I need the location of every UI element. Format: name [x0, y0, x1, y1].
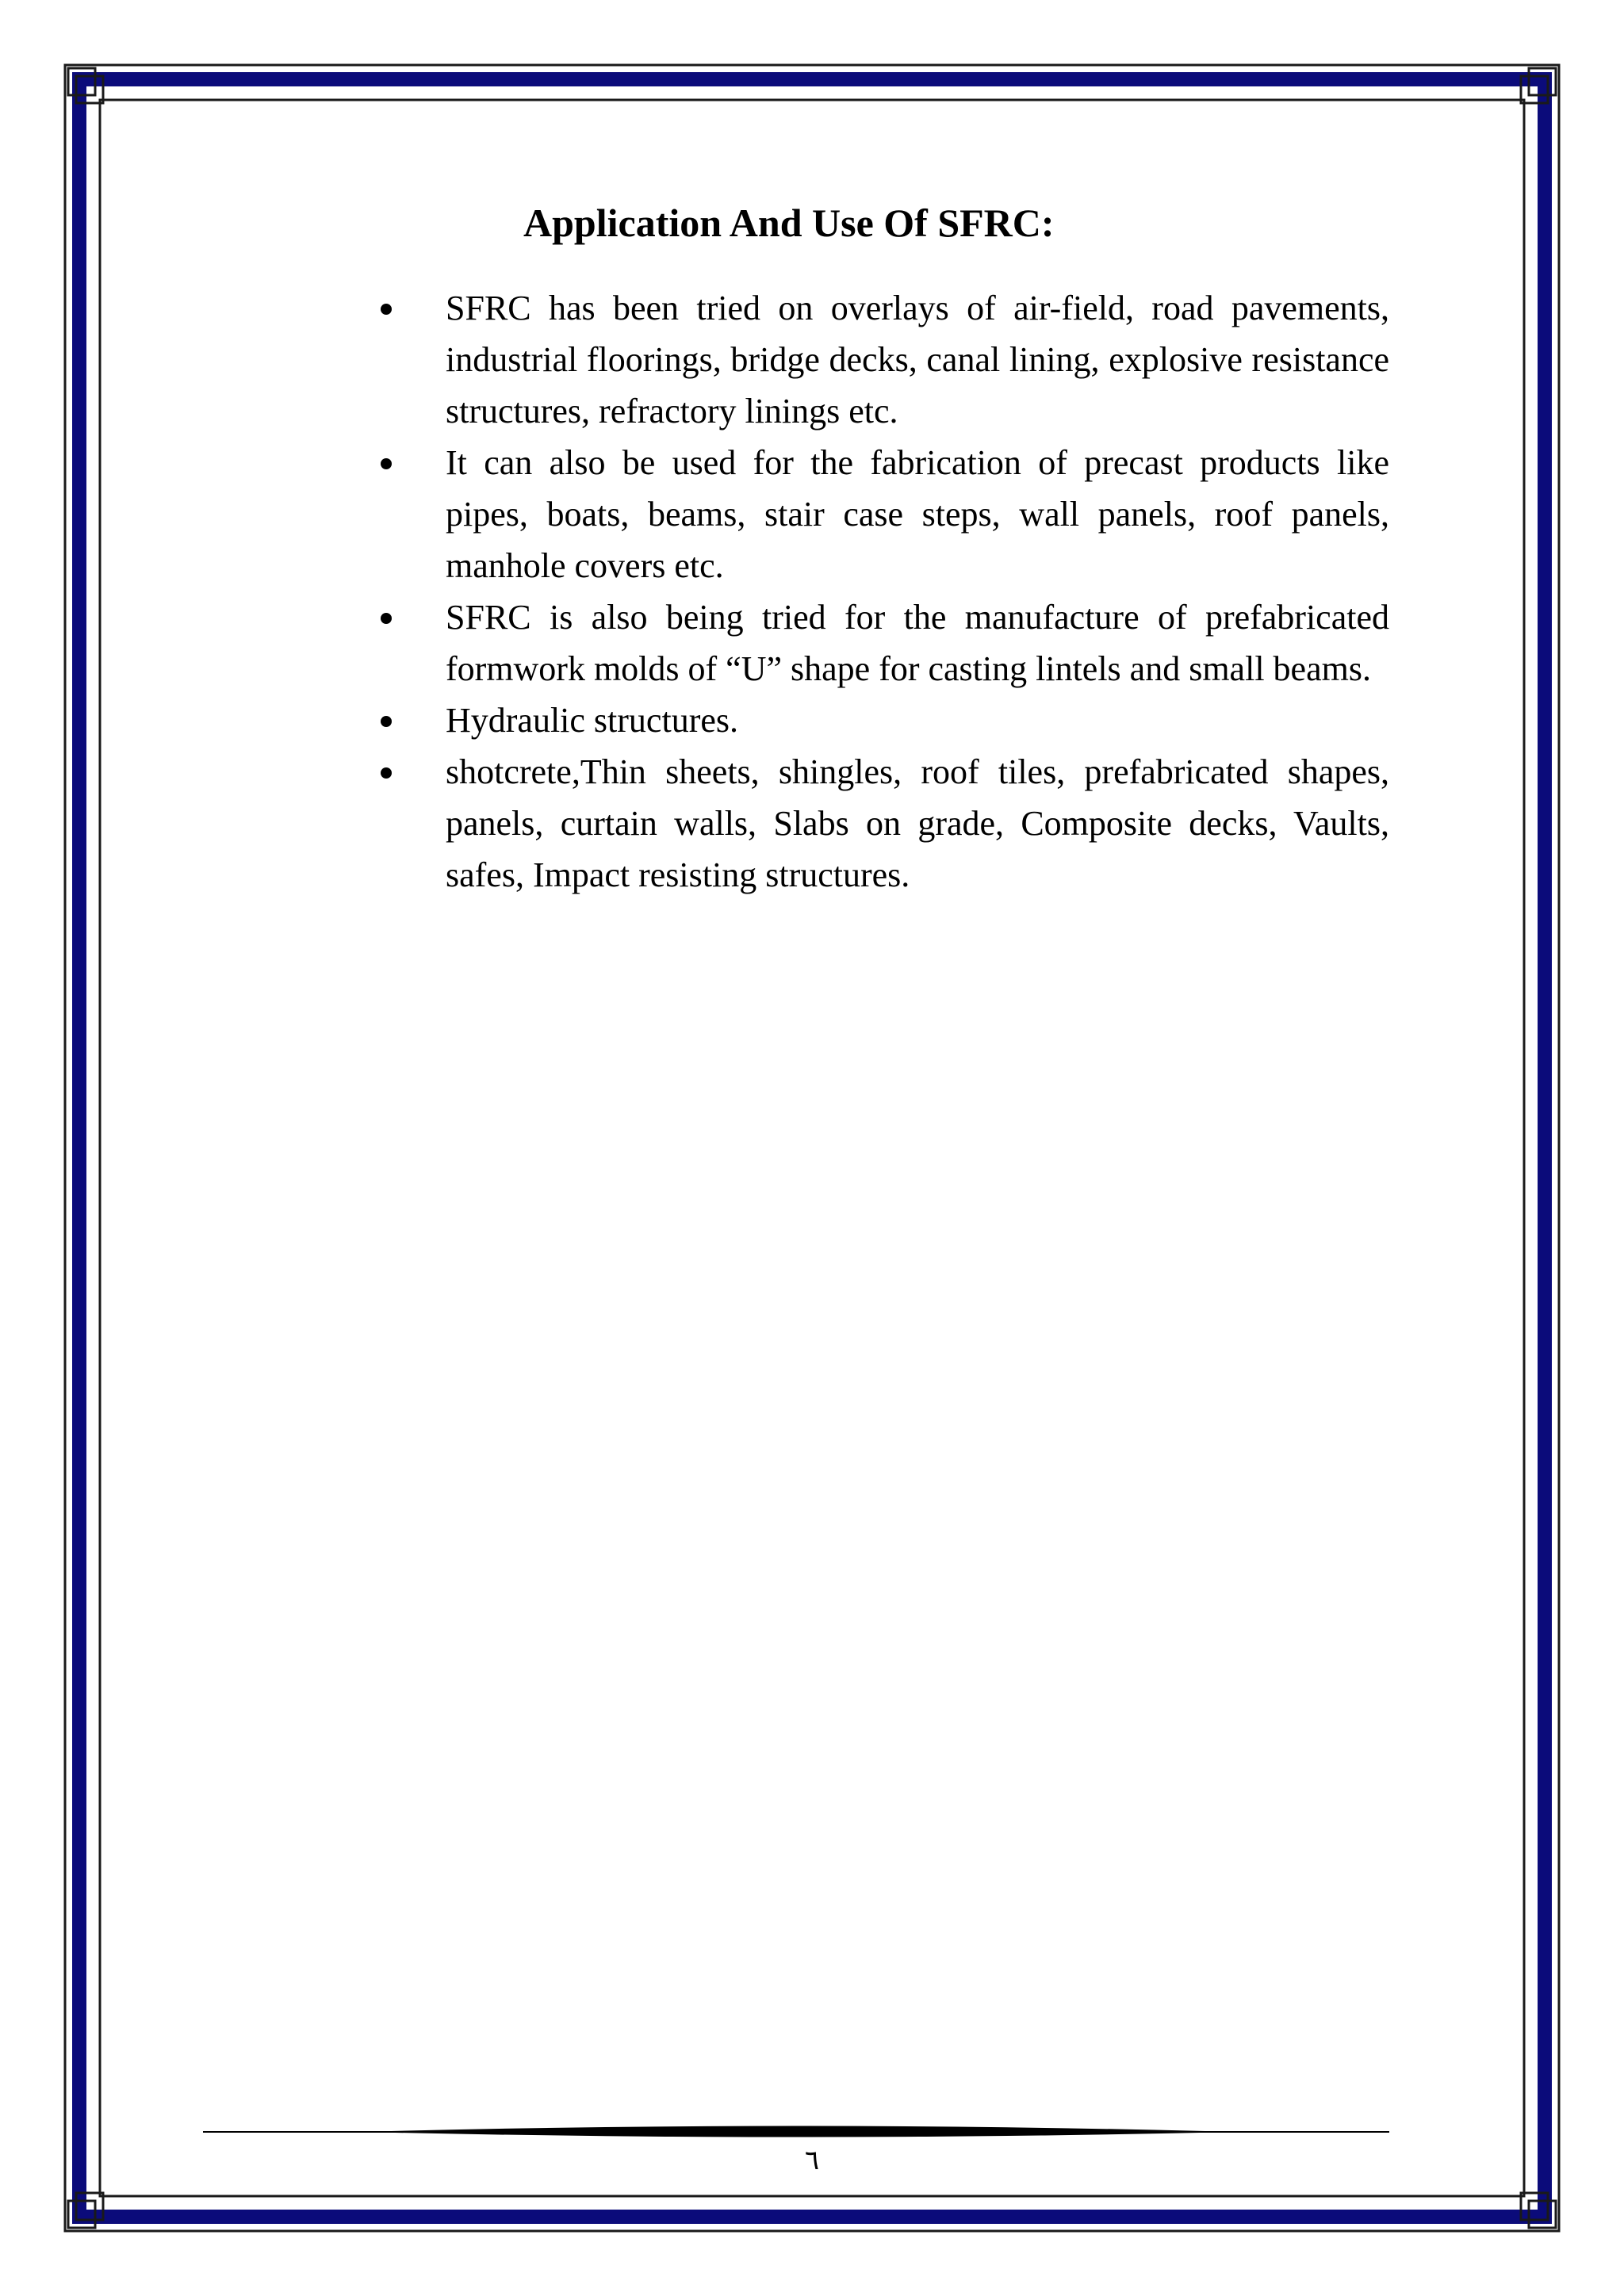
- list-item-text: Hydraulic structures.: [446, 701, 738, 740]
- list-item: [373, 282, 1389, 437]
- list-item: [373, 591, 1389, 695]
- list-item-text: SFRC has been tried on overlays of air-field, road pavements, industrial floorings, bridge decks, canal lining, explosive resistance structures, refractory linings etc.: [446, 289, 1389, 430]
- bullet-list: [373, 282, 1389, 901]
- list-item: [373, 746, 1389, 901]
- list-item-text: SFRC is also being tried for the manufacture of prefabricated formwork molds of “U” shape for casting lintels and small beams.: [446, 598, 1389, 688]
- bullet-icon: [381, 613, 392, 624]
- list-item-text: It can also be used for the fabrication of precast products like pipes, boats, beams, stair case steps, wall panels, roof panels, manhole covers etc.: [446, 443, 1389, 585]
- list-item: [373, 695, 1389, 746]
- page-title: Application And Use Of SFRC:: [523, 201, 1055, 245]
- bullet-icon: [381, 767, 392, 779]
- list-item: [373, 437, 1389, 591]
- list-item-text: shotcrete,Thin sheets, shingles, roof tiles, prefabricated shapes, panels, curtain walls, Slabs on grade, Composite decks, Vaults, safes, Impact resisting structures.: [446, 752, 1389, 894]
- bullet-icon: [381, 716, 392, 727]
- bullet-icon: [381, 458, 392, 469]
- page-number: ٦: [804, 2146, 820, 2175]
- footer-divider: [203, 2122, 1389, 2142]
- bullet-icon: [381, 304, 392, 315]
